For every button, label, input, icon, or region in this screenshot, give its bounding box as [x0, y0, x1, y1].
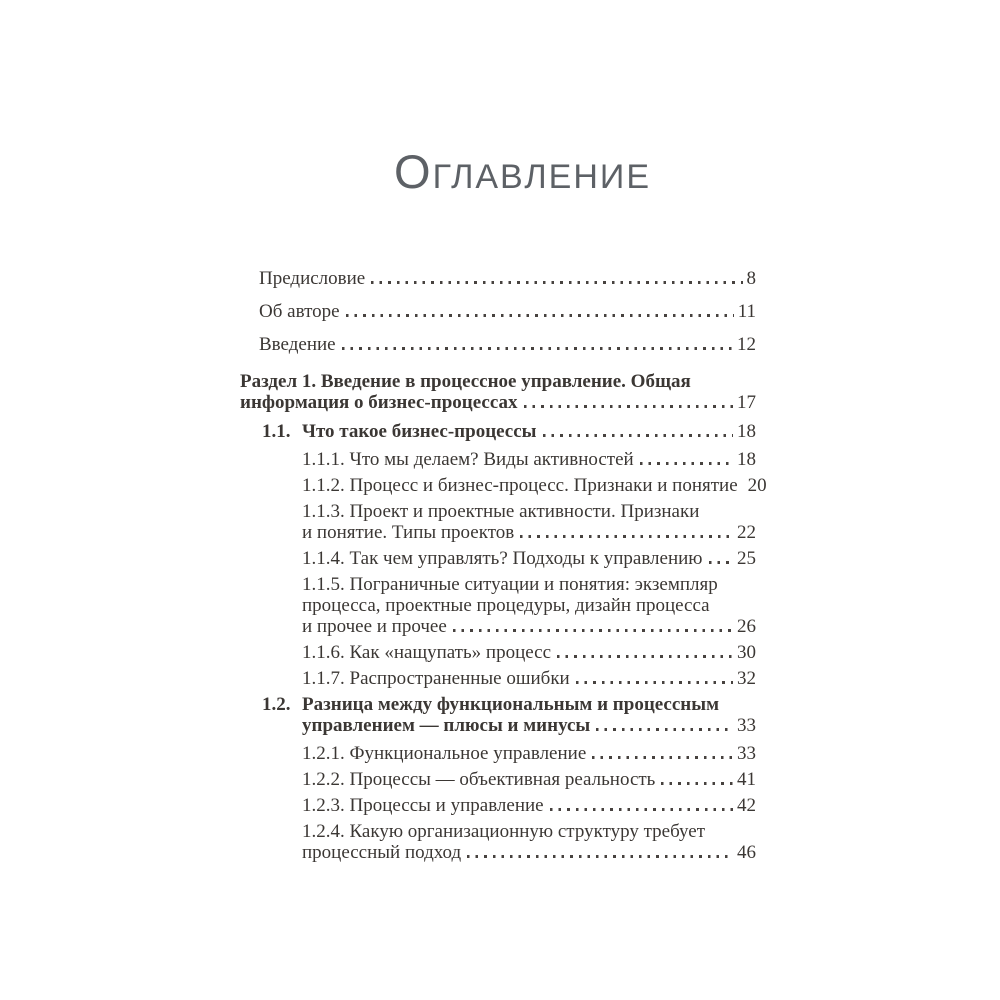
toc-entry-text: 1.1.1. Что мы делаем? Виды активностей [302, 449, 634, 470]
toc-line [302, 642, 756, 663]
page-number: 42 [737, 795, 756, 816]
toc-entry-text: Разница между функциональным и процессным [302, 694, 720, 715]
page-number: 41 [737, 769, 756, 790]
toc-entry-text: 1.1.6. Как «нащупать» процесс [302, 642, 552, 663]
page-number: 17 [737, 392, 756, 413]
page-number: 25 [737, 548, 756, 569]
toc-entry-1-1-5 [240, 574, 756, 637]
page-number: 22 [737, 522, 756, 543]
toc-entry-text: 1.1.7. Распространенные ошибки [302, 668, 570, 689]
page-number: 18 [737, 421, 756, 442]
toc-entry-number: 1.1. [262, 421, 291, 442]
page-number: 12 [737, 334, 756, 355]
toc-entry-text: 1.1.5. Пограничные ситуации и понятия: экземпляр [302, 574, 718, 595]
toc-entry-1-1-2 [240, 475, 767, 496]
dot-leader [371, 281, 742, 284]
page-number: 33 [737, 743, 756, 764]
toc-entry-text: 1.1.4. Так чем управлять? Подходы к управлению [302, 548, 703, 569]
toc-line [262, 421, 756, 442]
toc-entry-1-2-3 [240, 795, 756, 816]
dot-leader [550, 808, 733, 811]
toc-entry-text: информация о бизнес-процессах [240, 392, 518, 413]
toc-entry-1-2-4 [240, 821, 756, 863]
toc-entry-text: 1.2.4. Какую организационную структуру требует [302, 821, 706, 842]
page-number: 30 [737, 642, 756, 663]
dot-leader [453, 629, 733, 632]
toc-line [240, 371, 756, 392]
dot-leader [709, 561, 733, 564]
toc-entry-1-1-6 [240, 642, 756, 663]
toc-entry-section-1 [240, 371, 756, 413]
toc-entry-text: 1.1.3. Проект и проектные активности. Признаки [302, 501, 700, 522]
toc-line [302, 842, 756, 863]
dot-leader [661, 782, 733, 785]
table-of-contents [240, 268, 767, 868]
dot-leader [342, 347, 733, 350]
toc-line [302, 475, 767, 496]
toc-line [302, 668, 756, 689]
toc-line [302, 715, 756, 736]
toc-entry-text: процесса, проектные процедуры, дизайн процесса [302, 595, 710, 616]
toc-line [302, 522, 756, 543]
toc-line [259, 268, 756, 289]
toc-line [302, 616, 756, 637]
toc-entry-text: Раздел 1. Введение в процессное управление. Общая [240, 371, 691, 392]
page-number: 20 [747, 475, 767, 496]
toc-entry-text: и прочее и прочее [302, 616, 447, 637]
toc-entry-1-1-4 [240, 548, 756, 569]
toc-entry-text: и понятие. Типы проектов [302, 522, 515, 543]
toc-entry-number: 1.2. [262, 694, 291, 715]
toc-line [302, 821, 756, 842]
toc-line [302, 548, 756, 569]
toc-entry-1-1-3 [240, 501, 756, 543]
dot-leader [596, 728, 733, 731]
toc-entry-text: 1.2.1. Функциональное управление [302, 743, 587, 764]
toc-entry-text: 1.1.2. Процесс и бизнес-процесс. Признаки и понятие [302, 475, 738, 496]
dot-leader [592, 756, 733, 759]
dot-leader [557, 655, 733, 658]
toc-line [302, 449, 756, 470]
toc-entry-text: 1.2.3. Процессы и управление [302, 795, 544, 816]
page-number: 8 [746, 268, 756, 289]
toc-line [259, 334, 756, 355]
toc-line [302, 795, 756, 816]
toc-line [302, 501, 756, 522]
page-number: 33 [737, 715, 756, 736]
dot-leader [640, 462, 733, 465]
toc-entry-text: 1.2.2. Процессы — объективная реальность [302, 769, 656, 790]
dot-leader [576, 681, 733, 684]
page-number: 26 [737, 616, 756, 637]
toc-entry-1-1-7 [240, 668, 756, 689]
dot-leader [524, 405, 734, 408]
toc-line [262, 694, 756, 715]
toc-line [240, 392, 756, 413]
dot-leader [543, 434, 733, 437]
toc-entry-text: управлением — плюсы и минусы [302, 715, 591, 736]
page-number: 32 [737, 668, 756, 689]
toc-entry-1-2-2 [240, 769, 756, 790]
toc-line [302, 574, 756, 595]
toc-entry-text: Что такое бизнес-процессы [302, 421, 537, 442]
dot-leader [467, 855, 733, 858]
toc-entry-text: Введение [259, 334, 336, 355]
page-title: ОГЛАВЛЕНИЕ [394, 144, 652, 198]
toc-entry-preface [240, 268, 756, 289]
page-number: 18 [737, 449, 756, 470]
toc-entry-text: процессный подход [302, 842, 462, 863]
dot-leader [346, 314, 734, 317]
toc-entry-1-1-1 [240, 449, 756, 470]
toc-line [302, 743, 756, 764]
toc-entry-1-1 [240, 421, 756, 442]
page-number: 46 [737, 842, 756, 863]
toc-entry-introduction [240, 334, 756, 355]
toc-line [302, 769, 756, 790]
toc-entry-text: Об авторе [259, 301, 340, 322]
page-number: 11 [737, 301, 756, 322]
toc-entry-text: Предисловие [259, 268, 366, 289]
toc-entry-1-2-1 [240, 743, 756, 764]
dot-leader [520, 535, 733, 538]
toc-line [259, 301, 756, 322]
toc-entry-1-2 [240, 694, 756, 736]
toc-line [302, 595, 756, 616]
toc-entry-about-author [240, 301, 756, 322]
